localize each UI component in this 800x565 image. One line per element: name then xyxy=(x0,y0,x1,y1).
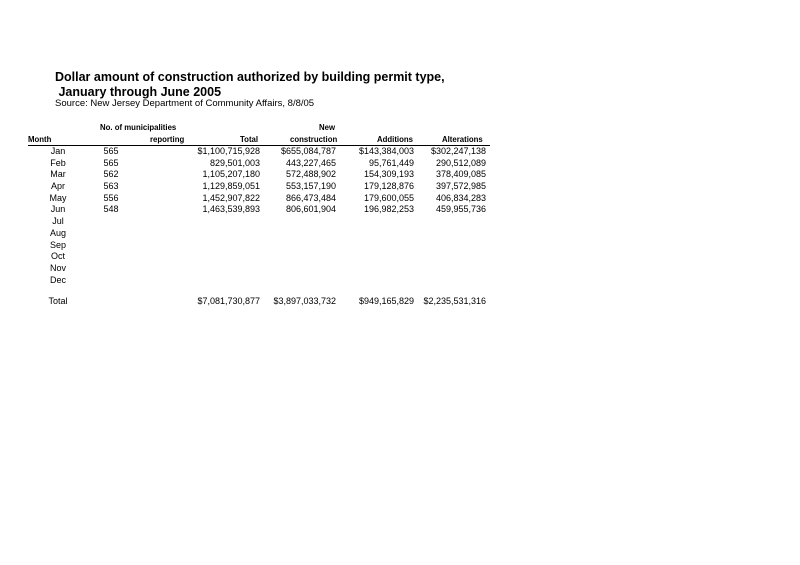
cell-alterations: 290,512,089 xyxy=(435,157,486,168)
cell-alterations: 378,409,085 xyxy=(435,169,486,180)
cell-month: Feb xyxy=(50,157,66,168)
cell-additions: 154,309,193 xyxy=(363,169,414,180)
table-row xyxy=(28,275,490,287)
cell-additions: 179,128,876 xyxy=(363,181,414,192)
cell-month: Jul xyxy=(52,216,64,227)
source-note: Source: New Jersey Department of Community Affairs, 8/8/05 xyxy=(55,98,315,109)
cell-alterations: 459,955,736 xyxy=(435,204,486,215)
cell-new-construction: 572,488,902 xyxy=(285,169,336,180)
cell-total: 1,452,907,822 xyxy=(202,192,260,203)
cell-new-construction: 866,473,484 xyxy=(285,192,336,203)
cell-total: 1,463,539,893 xyxy=(202,204,260,215)
cell-alterations: 397,572,985 xyxy=(435,181,486,192)
title-line-1: Dollar amount of construction authorized by building permit type, xyxy=(55,70,445,84)
cell-total: 1,105,207,180 xyxy=(202,169,260,180)
table-row xyxy=(28,251,490,263)
cell-additions: $143,384,003 xyxy=(358,146,414,156)
cell-total: $1,100,715,928 xyxy=(197,146,260,156)
title-line-2: January through June 2005 xyxy=(55,85,222,99)
cell-reporting: 565 xyxy=(103,157,119,168)
table-row xyxy=(28,240,490,252)
cell-reporting: 565 xyxy=(103,146,119,156)
table-row xyxy=(28,146,490,158)
cell-additions: 196,982,253 xyxy=(363,204,414,215)
total-new-construction: $3,897,033,732 xyxy=(273,296,336,307)
cell-month: May xyxy=(49,192,67,203)
cell-month: Nov xyxy=(49,262,66,273)
cell-reporting: 562 xyxy=(103,169,119,180)
total-alterations: $2,235,531,316 xyxy=(423,296,486,307)
permit-table xyxy=(28,121,490,308)
cell-reporting: 563 xyxy=(103,181,119,192)
cell-month: Mar xyxy=(50,169,66,180)
cell-new-construction: 553,157,190 xyxy=(285,181,336,192)
cell-total: 1,129,859,051 xyxy=(202,181,260,192)
header-additions: Additions xyxy=(377,135,413,144)
report-title xyxy=(55,70,445,100)
table-row xyxy=(28,181,490,193)
header-municipalities: No. of municipalities xyxy=(100,123,177,132)
total-label: Total xyxy=(48,296,68,307)
cell-month: Dec xyxy=(49,274,66,285)
cell-month: Aug xyxy=(49,227,66,238)
cell-month: Jun xyxy=(50,204,66,215)
table-row xyxy=(28,158,490,170)
header-construction: construction xyxy=(290,135,338,144)
table-row xyxy=(28,228,490,240)
header-month: Month xyxy=(28,135,52,144)
cell-additions: 95,761,449 xyxy=(368,157,414,168)
total-additions: $949,165,829 xyxy=(358,296,414,307)
table-row xyxy=(28,263,490,275)
cell-alterations: $302,247,138 xyxy=(430,146,486,156)
cell-alterations: 406,834,283 xyxy=(435,192,486,203)
cell-total: 829,501,003 xyxy=(209,157,260,168)
header-new: New xyxy=(319,123,336,132)
header-total: Total xyxy=(240,135,259,144)
header-reporting: reporting xyxy=(150,135,185,144)
cell-reporting: 556 xyxy=(103,192,119,203)
cell-month: Jan xyxy=(50,146,66,156)
table-header xyxy=(28,121,490,146)
cell-new-construction: 806,601,904 xyxy=(285,204,336,215)
cell-month: Apr xyxy=(50,181,65,192)
cell-new-construction: $655,084,787 xyxy=(280,146,336,156)
table-body xyxy=(28,146,490,286)
cell-month: Sep xyxy=(49,239,66,250)
total-row xyxy=(28,296,490,308)
total-total: $7,081,730,877 xyxy=(197,296,260,307)
table-row xyxy=(28,169,490,181)
header-alterations: Alterations xyxy=(442,135,483,144)
cell-reporting: 548 xyxy=(103,204,119,215)
table-row xyxy=(28,216,490,228)
cell-month: Oct xyxy=(50,251,65,262)
table-row xyxy=(28,204,490,216)
cell-additions: 179,600,055 xyxy=(363,192,414,203)
cell-new-construction: 443,227,465 xyxy=(285,157,336,168)
table-row xyxy=(28,193,490,205)
